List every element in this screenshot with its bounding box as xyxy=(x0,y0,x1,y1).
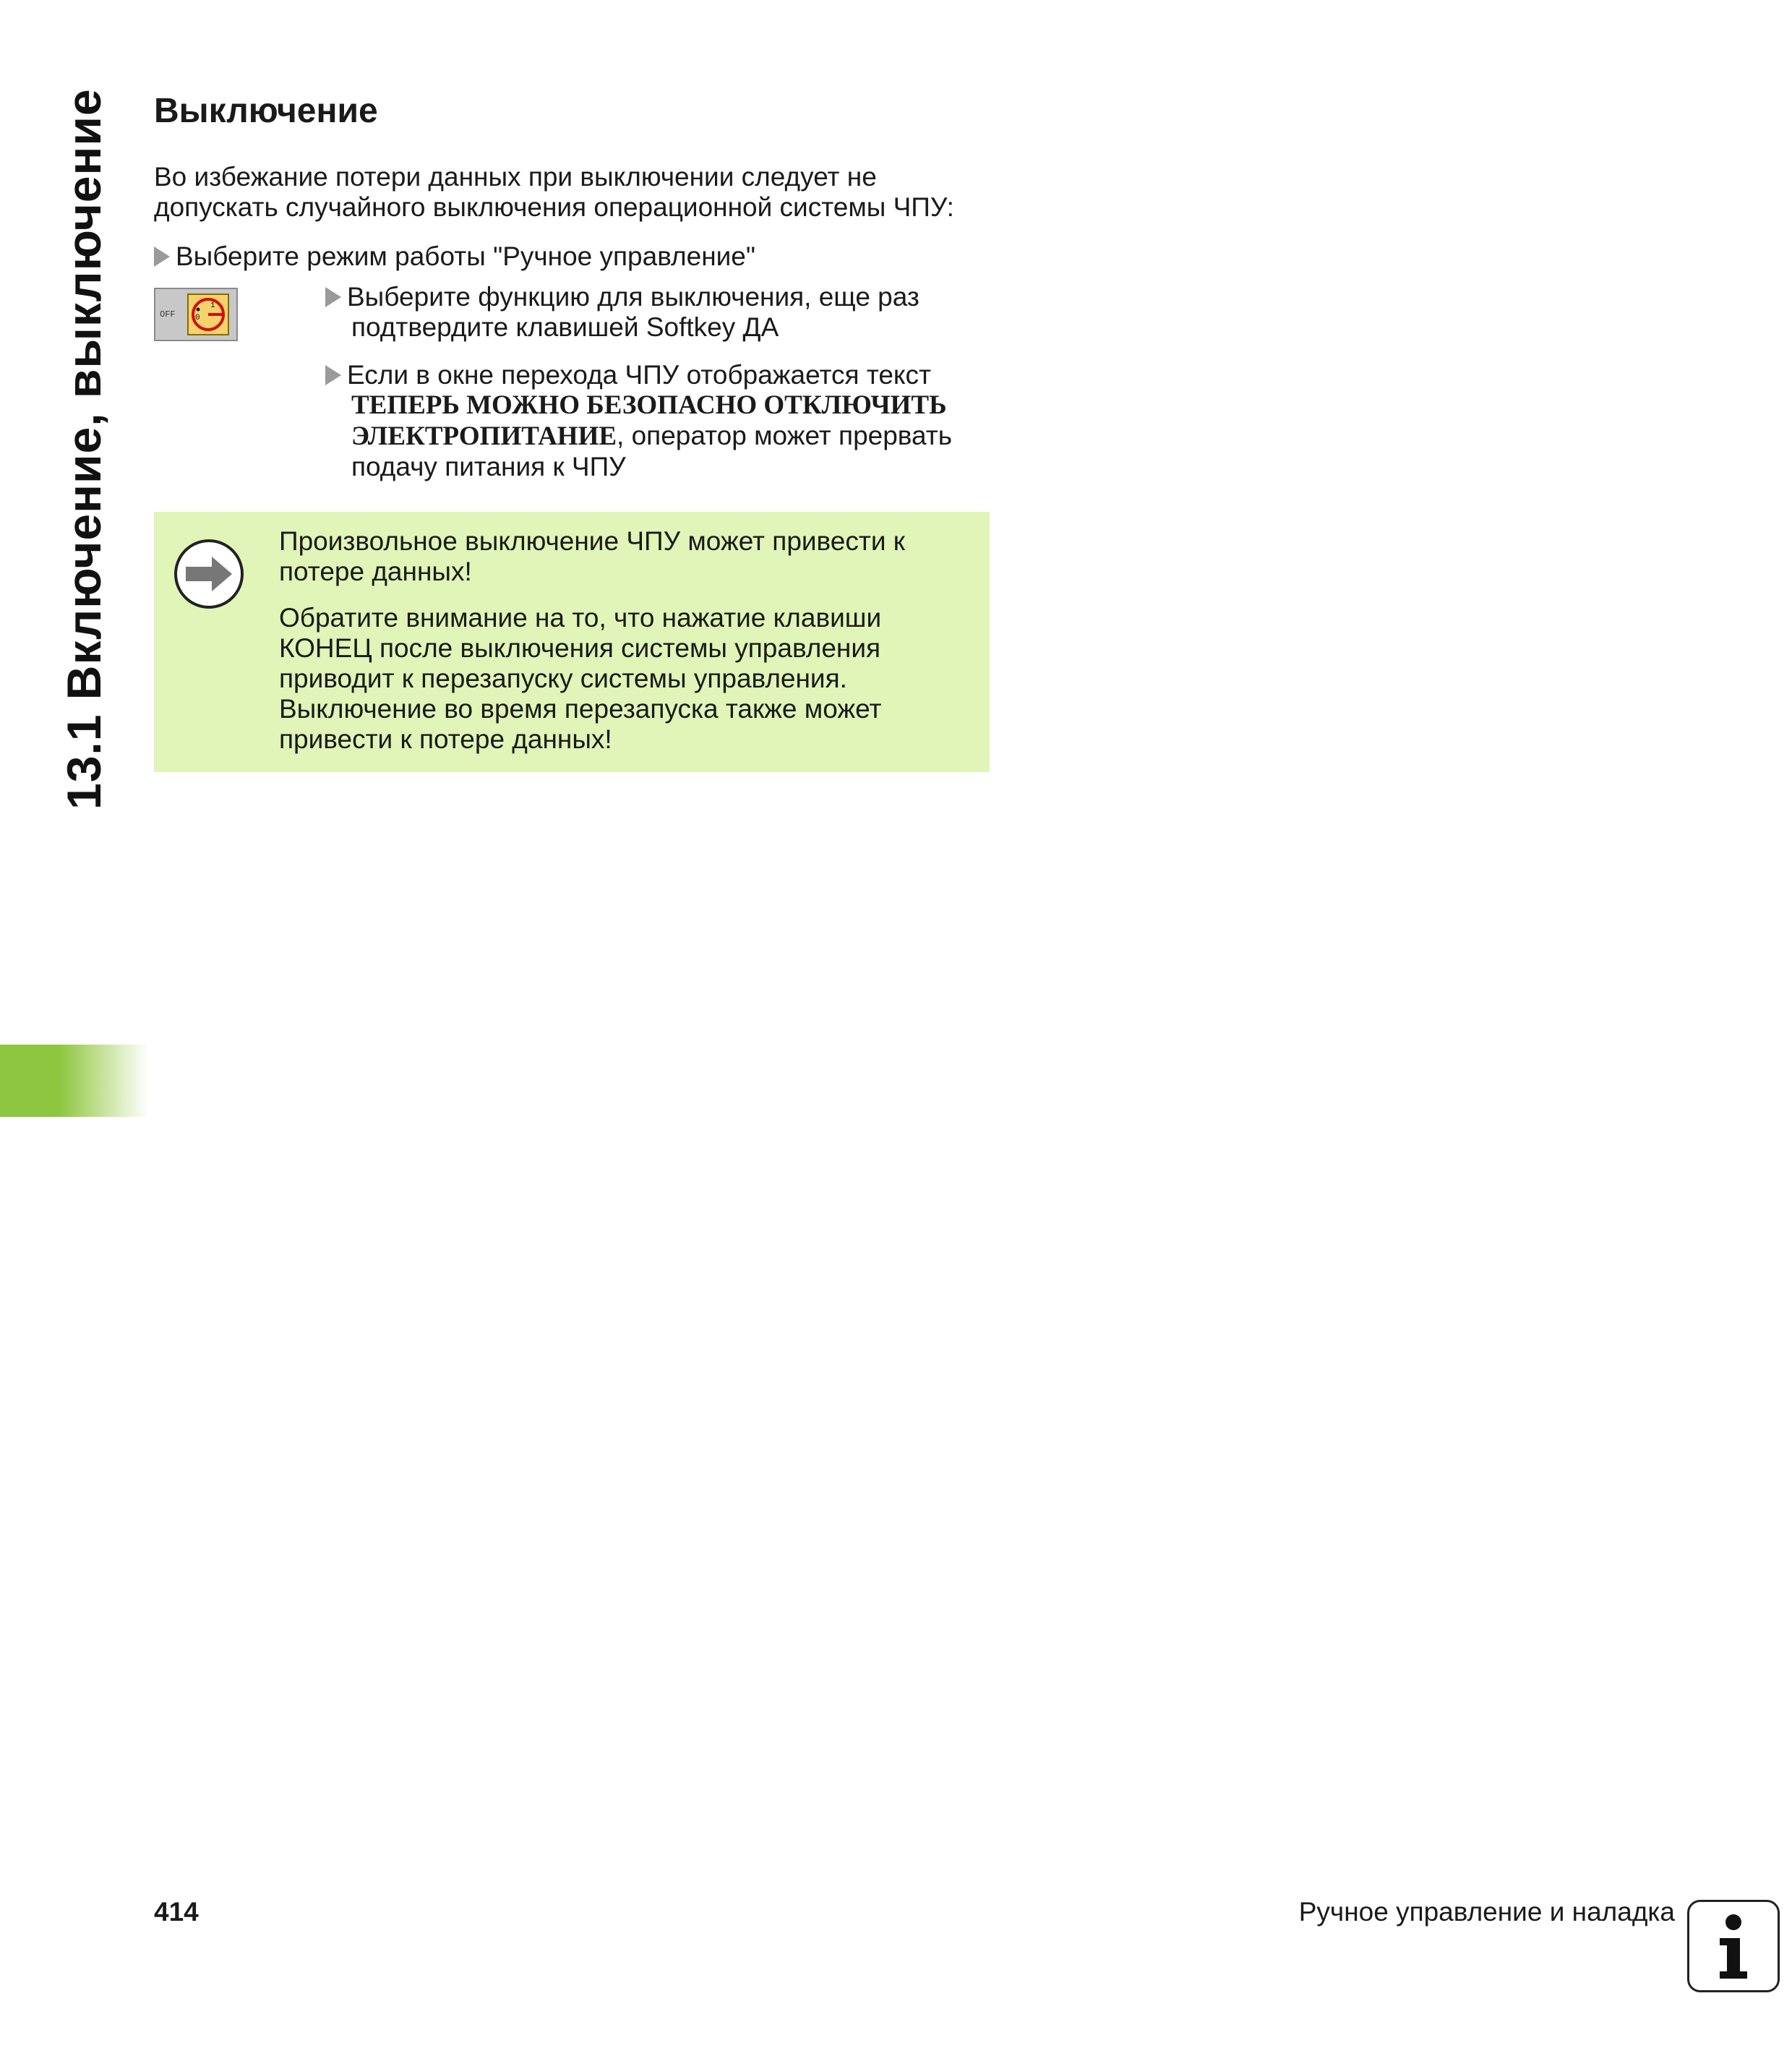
step-2-line2: подтвердите клавишей Softkey ДА xyxy=(351,312,779,342)
note-box xyxy=(154,512,990,772)
step-2 xyxy=(325,282,976,343)
chapter-side-title: 13.1 Включение, выключение xyxy=(57,88,111,810)
bullet-triangle-icon xyxy=(154,247,170,267)
page-number: 414 xyxy=(154,1897,199,1927)
chapter-tab-marker xyxy=(0,1045,148,1117)
step-3-warning-text: ТЕПЕРЬ МОЖНО БЕЗОПАСНО ОТКЛЮЧИТЬ xyxy=(351,390,947,420)
off-softkey[interactable] xyxy=(154,288,238,341)
bullet-triangle-icon xyxy=(325,365,341,385)
note-paragraph-1: Произвольное выключение ЧПУ может привести к потере данных! xyxy=(279,526,905,586)
power-off-icon xyxy=(187,294,229,335)
step-3 xyxy=(325,360,976,482)
info-icon xyxy=(1687,1900,1780,1992)
step-3-line1: Если в окне перехода ЧПУ отображается текст xyxy=(347,360,931,390)
svg-text:0: 0 xyxy=(195,314,200,322)
svg-text:1: 1 xyxy=(210,301,215,310)
step-1-text: Выберите режим работы "Ручное управление" xyxy=(176,241,756,271)
footer-chapter-title: Ручное управление и наладка xyxy=(1298,1897,1675,1927)
step-2-line1: Выберите функцию для выключения, еще раз xyxy=(347,282,919,312)
arrow-right-icon xyxy=(173,538,245,614)
step-3-line4: подачу питания к ЧПУ xyxy=(351,452,626,481)
bullet-triangle-icon xyxy=(325,287,341,307)
step-3-warning-text-2: ЭЛЕКТРОПИТАНИЕ xyxy=(351,421,617,451)
step-3-after: , оператор может прервать xyxy=(617,421,953,450)
note-text xyxy=(279,526,973,771)
note-paragraph-2: Обратите внимание на то, что нажатие клавиши КОНЕЦ после выключения системы управления приводит к перезапуску системы управления. Выключение во время перезапуска также может привести к потере данных! xyxy=(279,603,882,754)
section-title: Выключение xyxy=(154,92,378,130)
softkey-label: OFF xyxy=(160,309,176,320)
intro-paragraph: Во избежание потери данных при выключении следует не допускать случайного выключения операционной системы ЧПУ: xyxy=(154,162,954,222)
step-1 xyxy=(154,241,755,272)
